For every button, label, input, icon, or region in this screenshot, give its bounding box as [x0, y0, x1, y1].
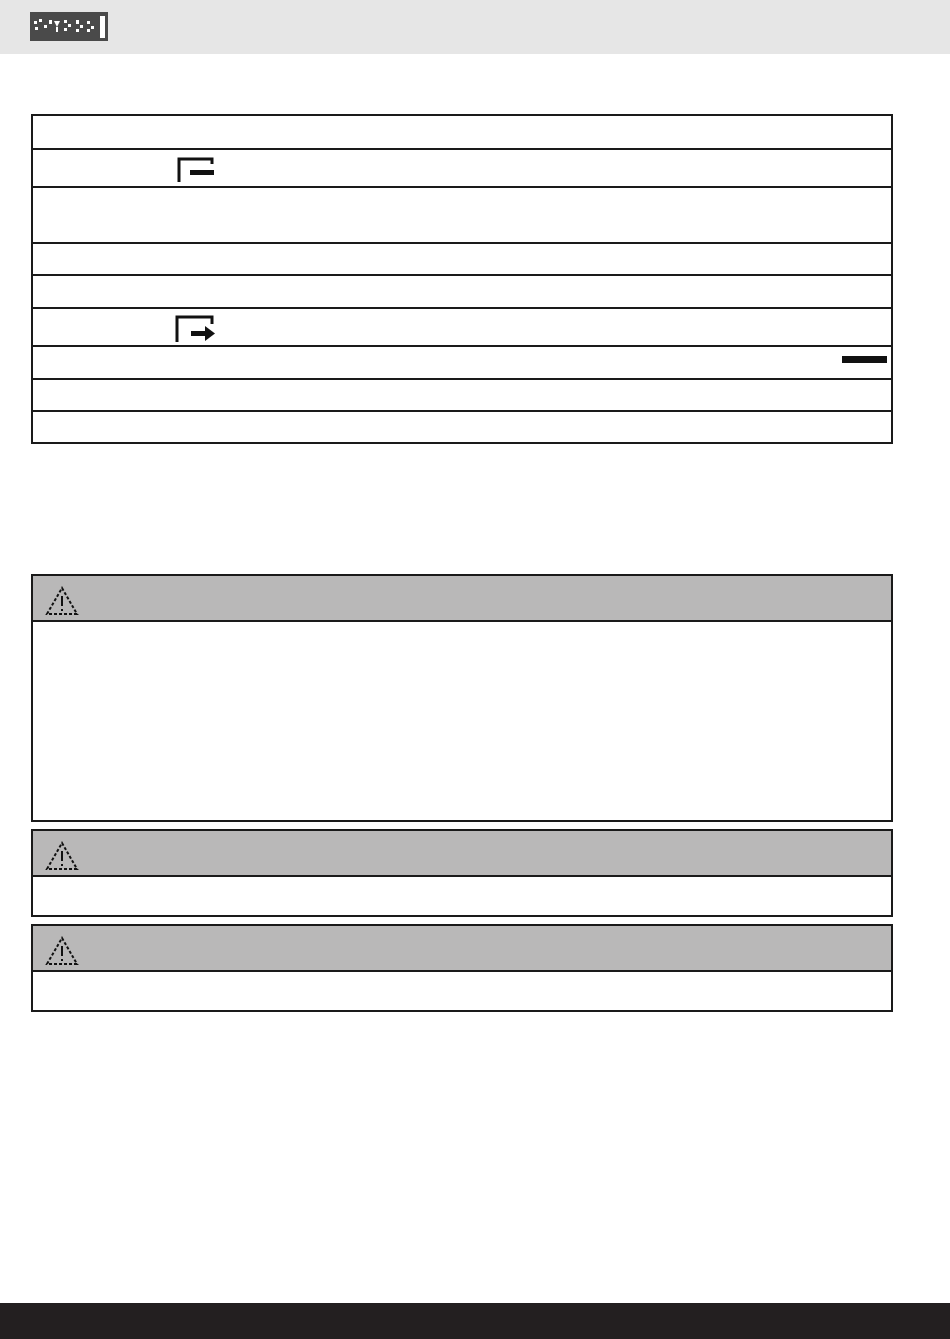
table-row — [33, 274, 891, 307]
table-row — [33, 410, 891, 442]
table-row — [33, 242, 891, 274]
parts-table — [31, 114, 893, 444]
warning-header — [33, 926, 891, 972]
table-row — [33, 148, 891, 186]
warning-header — [33, 576, 891, 622]
warning-box — [31, 829, 893, 917]
warning-box — [31, 924, 893, 1012]
brand-logo-icon — [30, 12, 108, 41]
page-header — [0, 0, 950, 54]
table-row — [33, 116, 891, 148]
warning-triangle-icon — [45, 841, 79, 871]
minus-bar-icon — [842, 356, 887, 363]
table-row — [33, 307, 891, 345]
warning-header — [33, 831, 891, 877]
arrow-into-box-icon — [176, 156, 216, 184]
page-footer — [0, 1303, 950, 1339]
table-row — [33, 345, 891, 378]
table-row — [33, 186, 891, 242]
warning-triangle-icon — [45, 586, 79, 616]
arrow-out-of-box-icon — [174, 314, 218, 344]
table-row — [33, 378, 891, 410]
warning-box — [31, 574, 893, 822]
warning-triangle-icon — [45, 936, 79, 966]
